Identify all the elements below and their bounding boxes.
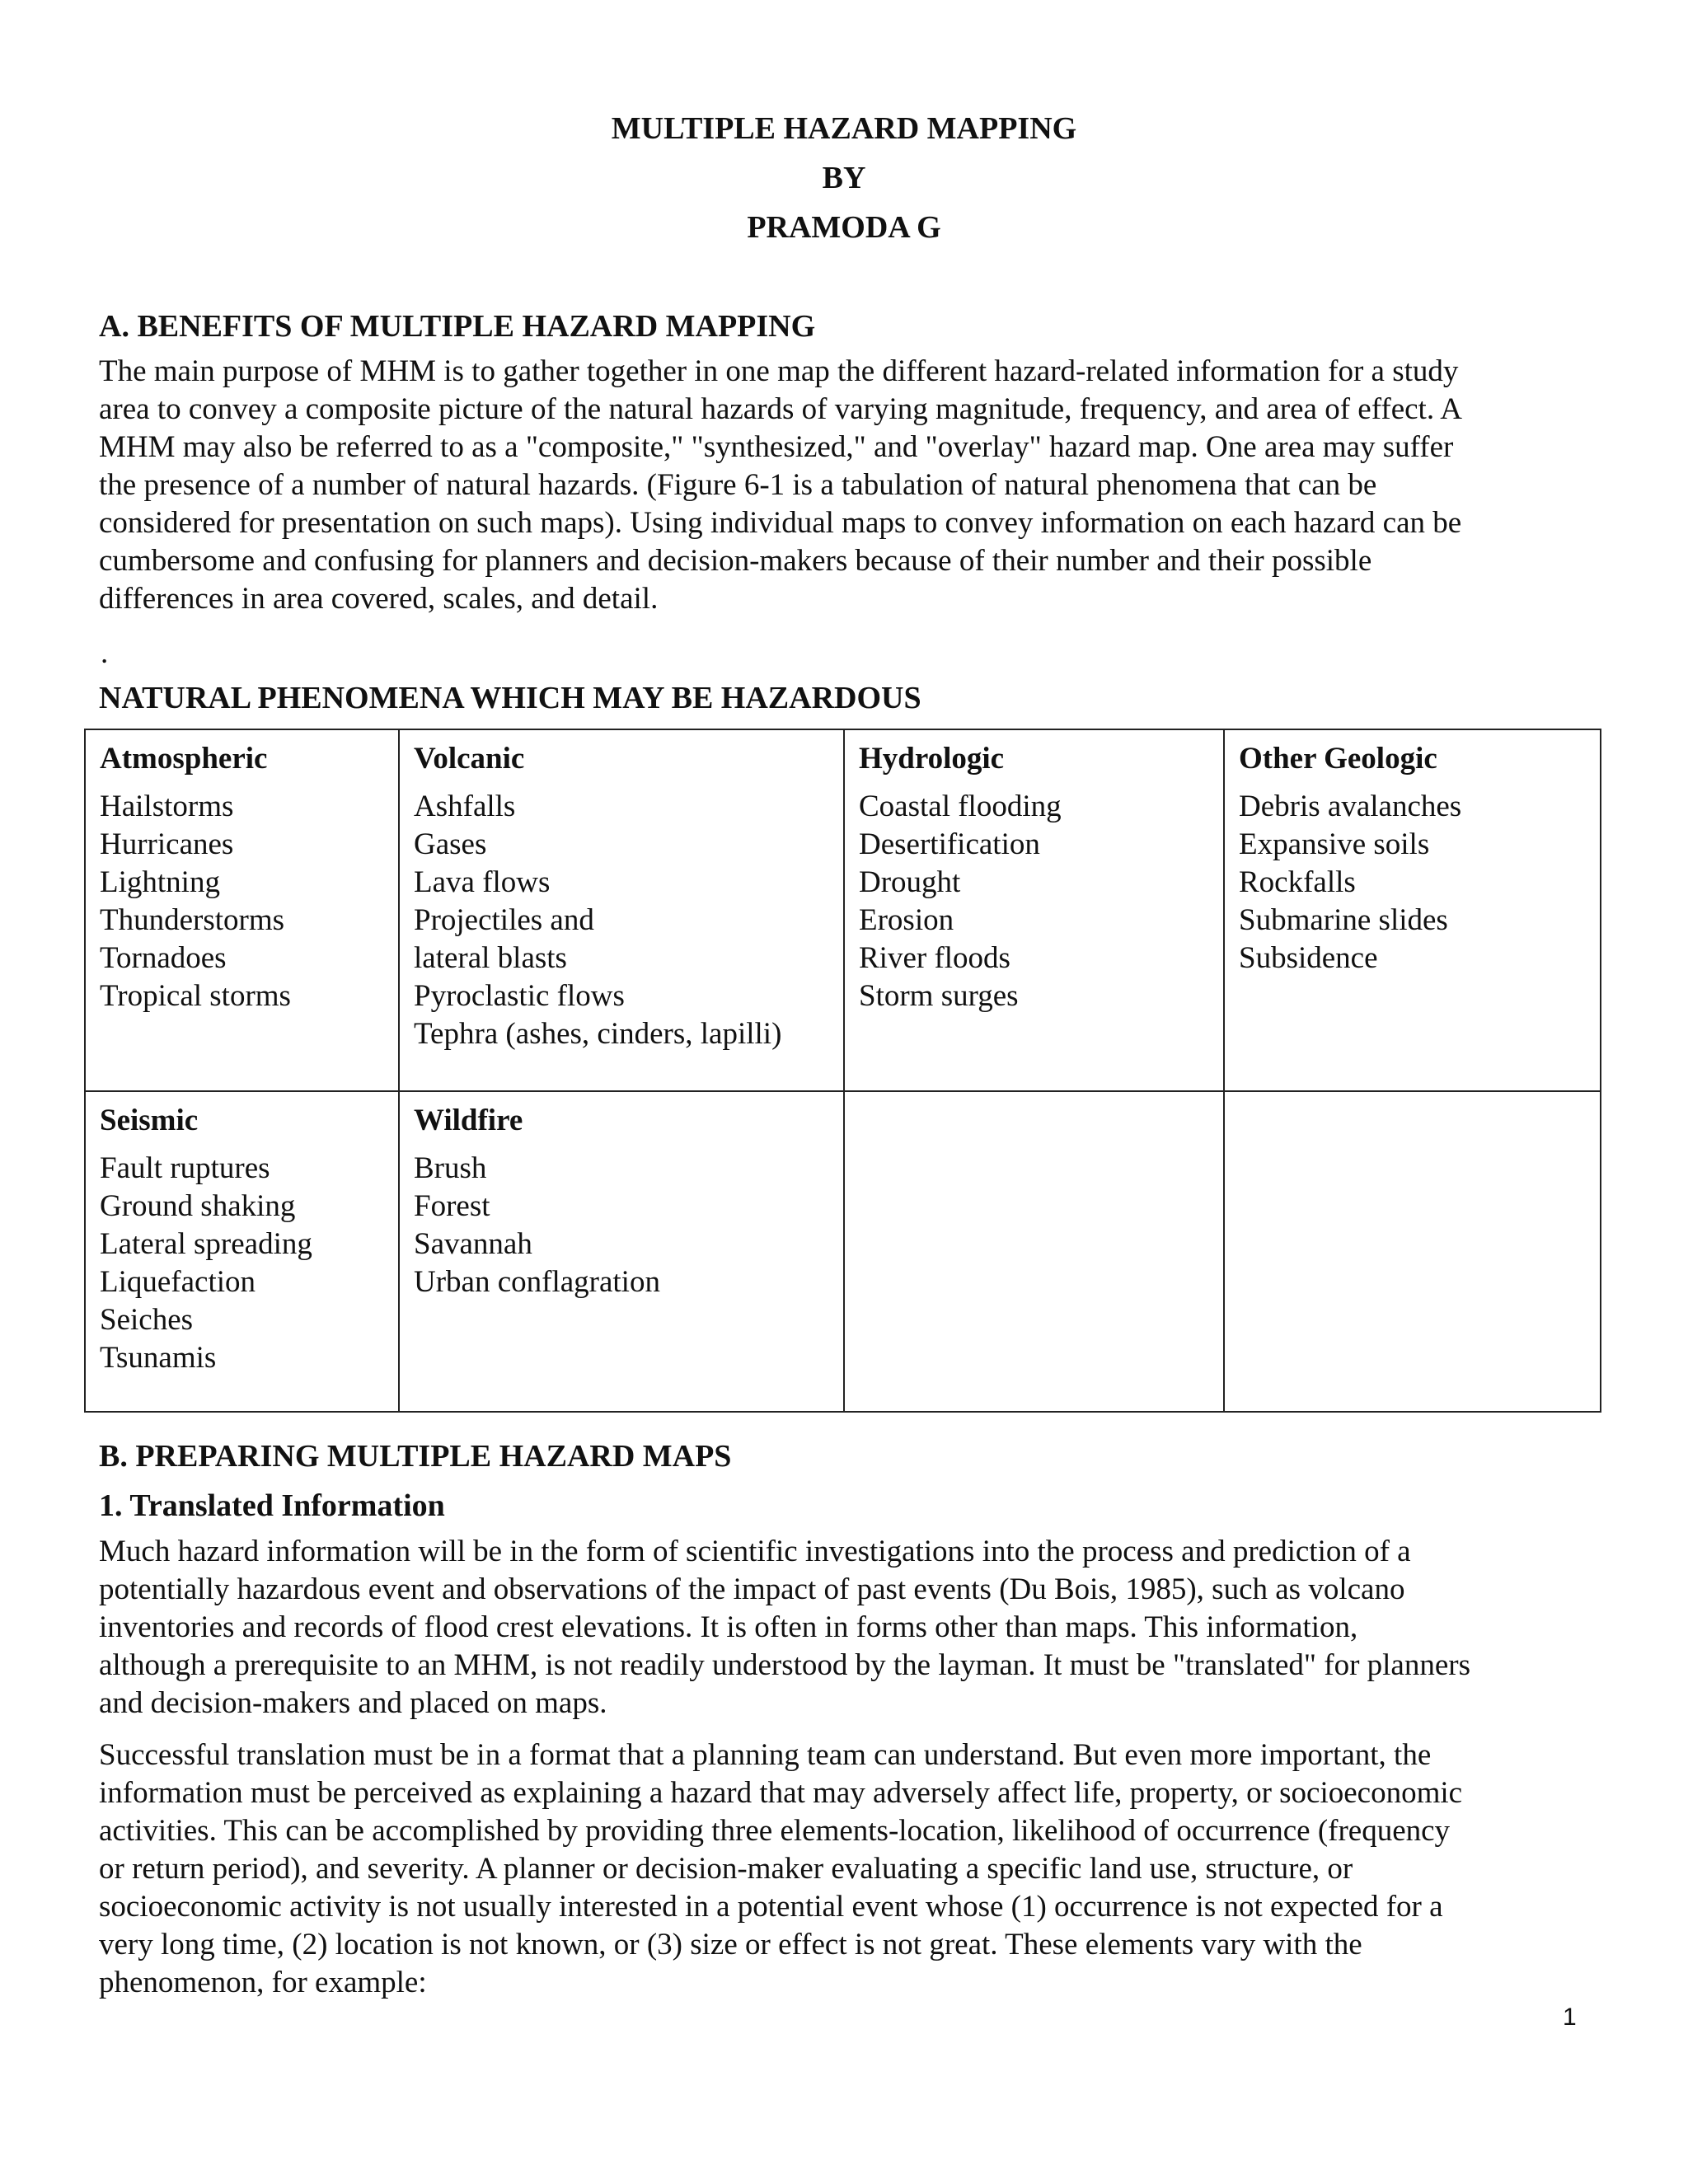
hazard-item: Ashfalls: [414, 790, 516, 823]
paragraph-line: activities. This can be accomplished by providing three elements-location, likelihood of occurrence (frequency: [99, 1814, 1451, 1848]
hazard-item: Pyroclastic flows: [414, 979, 625, 1013]
table-cell: [85, 729, 399, 1091]
table-cell: [85, 1091, 399, 1412]
table-cell: [399, 1091, 844, 1412]
hazard-item: River floods: [859, 941, 1010, 975]
hazard-item: Erosion: [859, 903, 954, 937]
natural-phenomena-table: [84, 729, 1601, 1413]
hazard-item: Submarine slides: [1239, 903, 1448, 937]
paragraph-line: phenomenon, for example:: [99, 1966, 427, 1999]
hazard-item: Tornadoes: [100, 941, 227, 975]
hazard-item: Forest: [414, 1189, 490, 1223]
hazard-item: Lava flows: [414, 865, 551, 899]
paragraph-line: differences in area covered, scales, and detail.: [99, 582, 659, 616]
hazard-item: Desertification: [859, 827, 1040, 861]
hazard-item: Lateral spreading: [100, 1227, 312, 1261]
hazard-item: Urban conflagration: [414, 1265, 660, 1299]
hazard-item: Gases: [414, 827, 487, 861]
paragraph-line: potentially hazardous event and observations of the impact of past events (Du Bois, 1985), such as volcano: [99, 1572, 1405, 1606]
category-heading: Volcanic: [414, 742, 525, 776]
section-a-paragraph: [99, 353, 1582, 618]
section-b-paragraph-1: [99, 1533, 1582, 1722]
category-heading: Seismic: [100, 1104, 199, 1137]
paragraph-line: very long time, (2) location is not known, or (3) size or effect is not great. These elements vary with the: [99, 1928, 1362, 1961]
table-cell: [1224, 1091, 1601, 1412]
category-heading: Atmospheric: [100, 742, 268, 776]
paragraph-line: cumbersome and confusing for planners and decision-makers because of their number and their possible: [99, 544, 1372, 578]
category-heading: Other Geologic: [1239, 742, 1437, 776]
section-b-heading: B. PREPARING MULTIPLE HAZARD MAPS: [99, 1439, 732, 1474]
hazard-item: Fault ruptures: [100, 1151, 270, 1185]
paragraph-line: although a prerequisite to an MHM, is not readily understood by the layman. It must be "translated" for planners: [99, 1648, 1470, 1682]
category-heading: Hydrologic: [859, 742, 1005, 776]
page-number: 1: [1563, 2004, 1577, 2031]
section-b-paragraph-2: [99, 1736, 1582, 2002]
hazard-item: Ground shaking: [100, 1189, 296, 1223]
hazard-item: Storm surges: [859, 979, 1019, 1013]
hazard-item: lateral blasts: [414, 941, 567, 975]
hazard-item: Hailstorms: [100, 790, 234, 823]
table-row: [85, 1091, 1601, 1412]
translated-information-subheading: 1. Translated Information: [99, 1488, 445, 1523]
paragraph-line: area to convey a composite picture of the natural hazards of varying magnitude, frequency, and area of effect. A: [99, 392, 1462, 426]
paragraph-line: socioeconomic activity is not usually interested in a potential event whose (1) occurrence is not expected for a: [99, 1890, 1443, 1924]
hazard-item: Tephra (ashes, cinders, lapilli): [414, 1017, 782, 1051]
hazard-item: Brush: [414, 1151, 487, 1185]
hazard-item: Drought: [859, 865, 961, 899]
paragraph-line: and decision-makers and placed on maps.: [99, 1686, 607, 1720]
table-cell: [1224, 729, 1601, 1091]
paragraph-line: considered for presentation on such maps). Using individual maps to convey information on each hazard can be: [99, 506, 1462, 540]
table-cell: [399, 729, 844, 1091]
paragraph-line: the presence of a number of natural hazards. (Figure 6-1 is a tabulation of natural phenomena that can be: [99, 468, 1377, 502]
hazard-item: Debris avalanches: [1239, 790, 1462, 823]
document-title: MULTIPLE HAZARD MAPPING: [611, 111, 1077, 146]
hazard-item: Projectiles and: [414, 903, 594, 937]
hazard-item: Lightning: [100, 865, 220, 899]
paragraph-line: Much hazard information will be in the form of scientific investigations into the process and prediction of a: [99, 1535, 1411, 1568]
paragraph-line: Successful translation must be in a format that a planning team can understand. But even more important, the: [99, 1738, 1432, 1772]
paragraph-line: MHM may also be referred to as a "composite," "synthesized," and "overlay" hazard map. One area may suffer: [99, 430, 1454, 464]
section-a-heading: A. BENEFITS OF MULTIPLE HAZARD MAPPING: [99, 309, 816, 344]
hazard-item: Seiches: [100, 1303, 194, 1337]
stray-dot: .: [101, 636, 109, 670]
hazard-item: Expansive soils: [1239, 827, 1430, 861]
table-cell: [844, 729, 1224, 1091]
paragraph-line: or return period), and severity. A planner or decision-maker evaluating a specific land use, structure, or: [99, 1852, 1353, 1886]
hazard-item: Coastal flooding: [859, 790, 1062, 823]
hazard-item: Rockfalls: [1239, 865, 1356, 899]
hazard-item: Liquefaction: [100, 1265, 256, 1299]
hazard-item: Tropical storms: [100, 979, 291, 1013]
hazard-item: Subsidence: [1239, 941, 1378, 975]
paragraph-line: inventories and records of flood crest elevations. It is often in forms other than maps. This information,: [99, 1610, 1358, 1644]
hazard-item: Thunderstorms: [100, 903, 285, 937]
hazard-item: Savannah: [414, 1227, 532, 1261]
paragraph-line: The main purpose of MHM is to gather together in one map the different hazard-related information for a study: [99, 354, 1459, 388]
phenomena-table-heading: NATURAL PHENOMENA WHICH MAY BE HAZARDOUS: [99, 681, 921, 715]
title-by: BY: [822, 161, 866, 195]
category-heading: Wildfire: [414, 1104, 523, 1137]
hazard-item: Tsunamis: [100, 1341, 217, 1375]
hazard-item: Hurricanes: [100, 827, 234, 861]
table-row: [85, 729, 1601, 1091]
table-cell: [844, 1091, 1224, 1412]
author-name: PRAMODA G: [747, 210, 941, 245]
paragraph-line: information must be perceived as explaining a hazard that may adversely affect life, property, or socioeconomic: [99, 1776, 1463, 1810]
